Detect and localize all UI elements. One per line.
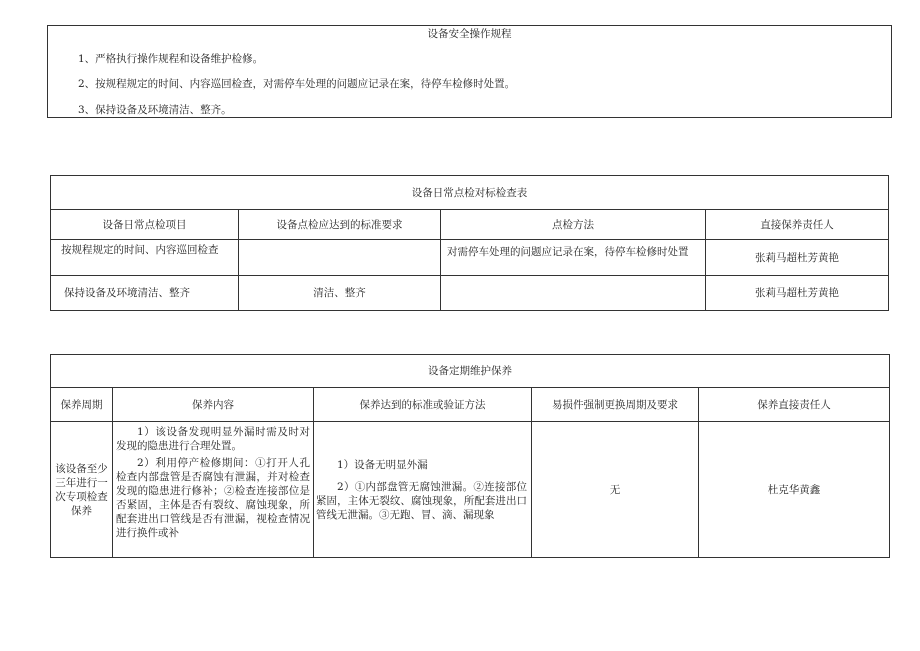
header-content: 保养内容 [113, 388, 314, 422]
procedure-item-3: 3、保持设备及环境清洁、整齐。 [78, 104, 232, 116]
table-row [51, 422, 890, 558]
replace-cycle: 无 [532, 422, 699, 558]
periodic-maintenance-title: 设备定期维护保养 [51, 355, 890, 388]
standard-step-1: 1）设备无明显外漏 [337, 458, 428, 471]
safety-procedure-box [47, 25, 892, 118]
header-replace: 易损件强制更换周期及要求 [532, 388, 699, 422]
header-standard: 设备点检应达到的标准要求 [239, 210, 441, 240]
periodic-maintenance-table [50, 354, 890, 558]
row2-standard: 清洁、整齐 [239, 276, 441, 311]
table-row [51, 240, 889, 276]
content-step-1: 1）该设备发现明显外漏时需及时对发现的隐患进行合理处置。 [116, 426, 310, 452]
standard-step-2: 2）①内部盘管无腐蚀泄漏。②连接部位紧固，主体无裂纹、腐蚀现象，所配套进出口管线无泄漏。③无跑、冒、滴、漏现象 [316, 480, 527, 521]
row2-person: 张莉马超杜芳黄艳 [706, 276, 889, 311]
daily-inspection-table [50, 175, 889, 311]
row2-method [441, 276, 706, 311]
header-method: 点检方法 [441, 210, 706, 240]
header-period: 保养周期 [51, 388, 113, 422]
maintenance-period: 该设备至少三年进行一次专项检查保养 [51, 422, 113, 558]
content-step-2: 2）利用停产检修期间：①打开人孔检查内部盘管是否腐蚀有泄漏，并对检查发现的隐患进行修补；②检查连接部位是否紧固，主体是否有裂纹、腐蚀现象，所配套进出口管线是否有泄漏，视检查情况进行换件或补 [116, 457, 310, 539]
procedure-item-2: 2、按规程规定的时间、内容巡回检查，对需停车处理的问题应记录在案，待停车检修时处置。 [78, 78, 516, 90]
safety-procedure-title: 设备安全操作规程 [427, 28, 512, 40]
header-inspection-item: 设备日常点检项目 [51, 210, 239, 240]
maintenance-person: 杜克华黄鑫 [699, 422, 890, 558]
row1-item: 按规程规定的时间、内容巡回检查 [51, 240, 239, 276]
row1-standard [239, 240, 441, 276]
maintenance-standard [314, 422, 532, 558]
row1-person: 张莉马超杜芳黄艳 [706, 240, 889, 276]
maintenance-content [113, 422, 314, 558]
row1-method: 对需停车处理的问题应记录在案，待停车检修时处置 [441, 240, 706, 276]
table-row [51, 276, 889, 311]
header-person: 直接保养责任人 [706, 210, 889, 240]
daily-inspection-title: 设备日常点检对标检查表 [51, 176, 889, 210]
header-verify: 保养达到的标准或验证方法 [314, 388, 532, 422]
procedure-item-1: 1、严格执行操作规程和设备维护检修。 [78, 53, 264, 65]
row2-item: 保持设备及环境清洁、整齐 [51, 276, 239, 311]
header-responsible: 保养直接责任人 [699, 388, 890, 422]
